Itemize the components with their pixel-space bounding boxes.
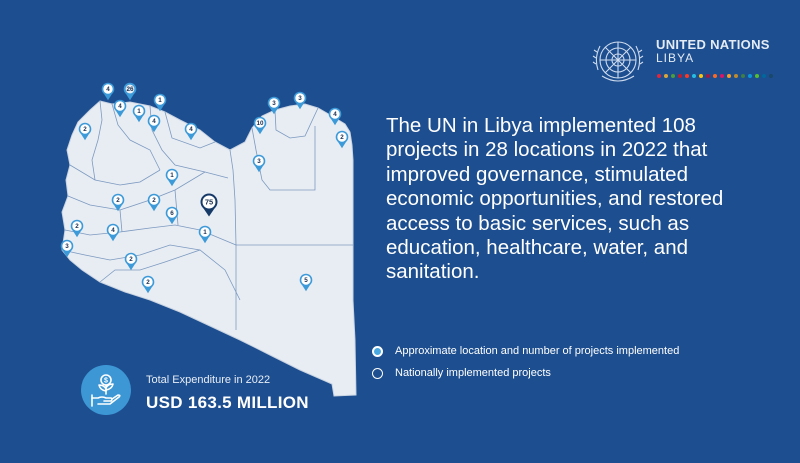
map-legend (372, 340, 679, 384)
brand-line1: UNITED NATIONS (656, 37, 770, 52)
pin-count: 75 (204, 197, 214, 207)
pin-count: 1 (170, 172, 174, 180)
sdg-dot (664, 74, 668, 78)
pin-count: 4 (111, 227, 115, 235)
headline: The UN in Libya implemented 108 projects in 28 locations in 2022 that improved governance, stimulated economic opportunities, and restored access to basic services, such as education, healthcare, water, and sanitation. (386, 114, 724, 284)
sdg-dot (685, 74, 689, 78)
sdg-dot (671, 74, 675, 78)
pin-count: 2 (146, 279, 150, 287)
map-pin (124, 83, 137, 101)
pin-count: 10 (256, 120, 264, 128)
sdg-dot (678, 74, 682, 78)
sdg-dot (692, 74, 696, 78)
sdg-dot (741, 74, 745, 78)
money-plant-icon (80, 364, 132, 416)
sdg-dot (706, 74, 710, 78)
brand-line2: LIBYA (656, 51, 695, 66)
pin-count: 26 (126, 86, 134, 94)
sdg-dot (699, 74, 703, 78)
pin-count: 1 (158, 97, 162, 105)
pin-count: 2 (75, 223, 79, 231)
pin-count: 3 (257, 158, 261, 166)
hollow-dot-icon (372, 368, 383, 379)
pin-count: 3 (65, 243, 69, 251)
pin-count: 2 (116, 197, 120, 205)
sdg-dot (755, 74, 759, 78)
pin-count: 4 (189, 126, 193, 134)
sdg-dot (727, 74, 731, 78)
pin-count: 2 (83, 126, 87, 134)
pin-count: 2 (340, 134, 344, 142)
pin-count: 4 (106, 86, 110, 94)
sdg-dot (748, 74, 752, 78)
sdg-dot (657, 74, 661, 78)
filled-dot-icon (372, 346, 383, 357)
sdg-dot (762, 74, 766, 78)
pin-count: 4 (333, 111, 337, 119)
expenditure-label: Total Expenditure in 2022 (146, 374, 271, 386)
pin-count: 3 (298, 95, 302, 103)
legend-item-location (372, 340, 679, 362)
map-pin (102, 83, 115, 101)
pin-count: 4 (118, 103, 122, 111)
un-wordmark (656, 38, 770, 65)
sdg-dot (734, 74, 738, 78)
expenditure-value: USD 163.5 MILLION (146, 393, 309, 412)
pin-count: 1 (137, 108, 141, 116)
pin-count: 2 (152, 197, 156, 205)
legend-label-location: Approximate location and number of projects implemented (395, 345, 680, 357)
pin-count: 6 (170, 210, 174, 218)
svg-text:$: $ (104, 377, 108, 385)
sdg-color-strip (657, 74, 773, 78)
pin-count: 2 (129, 256, 133, 264)
libya-outline (62, 101, 356, 396)
sdg-dot (713, 74, 717, 78)
sdg-dot (720, 74, 724, 78)
legend-item-national (372, 362, 679, 384)
sdg-dot (769, 74, 773, 78)
un-emblem (588, 30, 648, 90)
legend-label-national: Nationally implemented projects (395, 367, 551, 379)
pin-count: 5 (304, 277, 308, 285)
pin-count: 1 (203, 229, 207, 237)
pin-count: 4 (152, 118, 156, 126)
pin-count: 3 (272, 100, 276, 108)
